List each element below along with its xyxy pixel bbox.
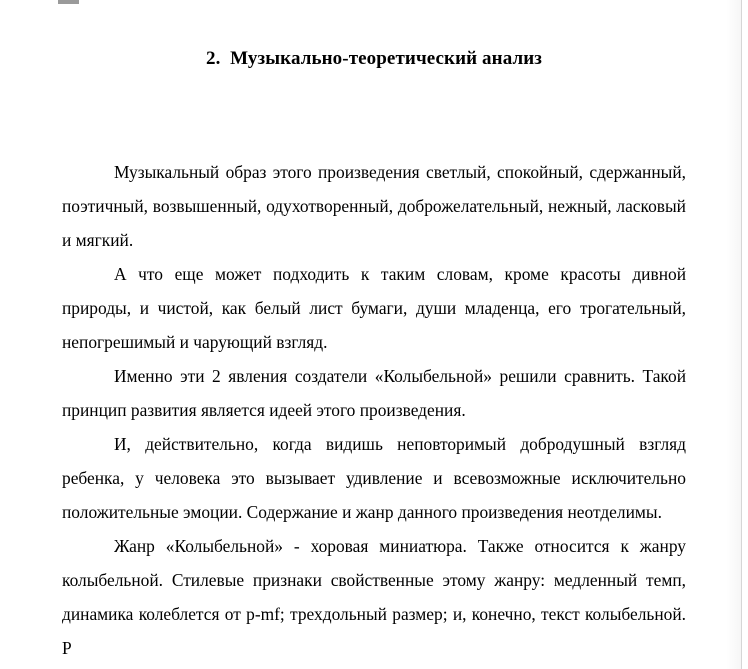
- paragraph-2: А что еще может подходить к таким словам, кроме красоты дивной природы, и чистой, как белый лист бумаги, души младенца, его трогательный, непогрешимый и чарующий взгляд.: [62, 264, 686, 352]
- page-right-edge-rule: [741, 0, 742, 669]
- section-heading: 2. Музыкально-теоретический анализ: [205, 48, 543, 69]
- paragraph-4: И, действительно, когда видишь неповторимый добродушный взгляд ребенка, у человека это вызывает удивление и всевозможные исключительно положительные эмоции. Содержание и жанр данного произведения неотделимы.: [62, 434, 686, 522]
- clipped-top-fragment: [58, 0, 79, 4]
- paragraph-3: Именно эти 2 явления создатели «Колыбельной» решили сравнить. Такой принцип развития является идеей этого произведения.: [62, 366, 686, 420]
- paragraph-5: Жанр «Колыбельной» - хоровая миниатюра. Также относится к жанру колыбельной. Стилевые признаки свойственные этому жанру: медленный темп, динамика колеблется от p-mf; трехдольный размер; и, конечно, текст колыбельной. Р: [62, 536, 686, 658]
- page-edge-shading: [726, 0, 741, 669]
- body-text-block: [62, 155, 686, 665]
- paragraph-1: Музыкальный образ этого произведения светлый, спокойный, сдержанный, поэтичный, возвышенный, одухотворенный, доброжелательный, нежный, ласковый и мягкий.: [62, 162, 686, 250]
